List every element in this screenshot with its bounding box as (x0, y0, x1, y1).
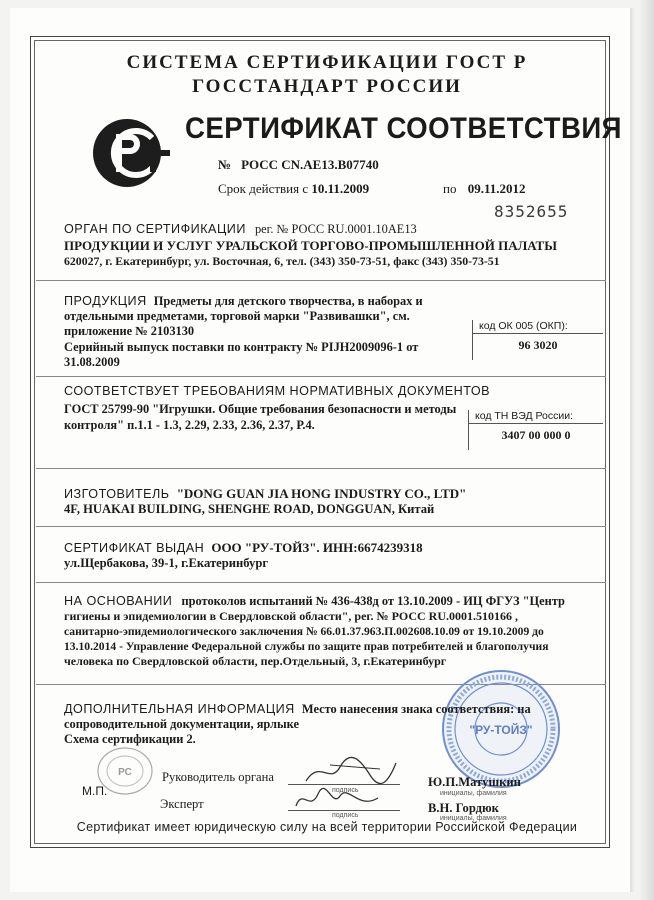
valid-from-label: Срок действия с (218, 181, 309, 196)
round-stamp-icon (440, 668, 562, 790)
divider (36, 376, 606, 377)
expert-label: Эксперт (160, 797, 204, 811)
manufacturer-caption: ИЗГОТОВИТЕЛЬ (64, 487, 170, 501)
divider (36, 526, 606, 527)
conformity-caption: СООТВЕТСТВУЕТ ТРЕБОВАНИЯМ НОРМАТИВНЫХ ДОКУМЕНТОВ (64, 384, 491, 398)
organ-caption: ОРГАН ПО СЕРТИФИКАЦИИ (64, 222, 246, 236)
basis-line-1: НА ОСНОВАНИИ протоколов испытаний № 436-438д от 13.10.2009 - ИЦ ФГУЗ "Центр (64, 594, 565, 608)
okp-code-value: 96 3020 (518, 338, 558, 352)
organ-section (64, 222, 417, 237)
product-line-5: 31.08.2009 (64, 355, 120, 369)
divider (36, 468, 606, 469)
validity-period (218, 181, 369, 197)
organ-reg: рег. № РОСС RU.0001.10АЕ13 (254, 222, 417, 236)
basis-line-2: гигиены и эпидемиологии в Свердловской области", рег. № РОСС RU.0001.510166 , (64, 609, 518, 623)
additional-line-3: Схема сертификации 2. (64, 732, 196, 746)
head-label: Руководитель органа (162, 770, 274, 784)
certificate-title: СЕРТИФИКАТ СООТВЕТСТВИЯ (185, 112, 622, 145)
issued-address: ул.Щербакова, 39-1, г.Екатеринбург (64, 556, 269, 570)
basis-line-5: человека по Свердловской области, пер.Отдельный, 3, г.Екатеринбург (64, 654, 447, 668)
product-line-4: Серийный выпуск поставки по контракту № PIJH2009096-1 от (64, 340, 419, 354)
tnved-code-label: код ТН ВЭД России: (469, 410, 603, 424)
rst-logo-icon (90, 116, 170, 190)
scan-edge (640, 0, 654, 900)
head-name-caption: инициалы, фамилия (440, 790, 507, 797)
number-value: РОСС CN.АЕ13.В07740 (241, 157, 379, 172)
issued-caption: СЕРТИФИКАТ ВЫДАН (64, 541, 205, 555)
tnved-code-box (468, 410, 603, 450)
expert-name: В.Н. Гордюк (428, 801, 499, 815)
tnved-code-value: 3407 00 000 0 (501, 428, 571, 442)
system-line-1: СИСТЕМА СЕРТИФИКАЦИИ ГОСТ Р (126, 52, 528, 73)
organ-address: 620027, г. Екатеринбург, ул. Восточная, 6, тел. (343) 350-73-51, факс (343) 350-73-51 (64, 254, 500, 268)
signature-icon (300, 755, 400, 789)
basis-line-3: санитарно-эпидемиологического заключения № 66.01.37.963.П.002608.10.09 от 19.10.2009 до (64, 625, 544, 638)
issued-line-1: СЕРТИФИКАТ ВЫДАН ООО "РУ-ТОЙЗ". ИНН:6674239318 (64, 540, 423, 555)
conformity-line-1: ГОСТ 25799-90 "Игрушки. Общие требования безопасности и методы (64, 402, 457, 416)
signature-icon (292, 786, 382, 814)
product-caption: ПРОДУКЦИЯ (64, 294, 147, 308)
number-label: № (218, 157, 232, 172)
product-line-1: ПРОДУКЦИЯ Предметы для детского творчества, в наборах и (64, 294, 423, 308)
system-line-2: ГОССТАНДАРТ РОССИИ (192, 76, 462, 97)
expert-name-caption: инициалы, фамилия (440, 815, 507, 822)
head-name: Ю.П.Матушкин (428, 775, 521, 789)
additional-line-1: ДОПОЛНИТЕЛЬНАЯ ИНФОРМАЦИЯ Место нанесения знака соответствия: на (64, 702, 531, 716)
okp-code-label: код ОК 005 (ОКП): (473, 320, 603, 334)
conformity-line-2: контроля" п.1.1 - 1.3, 2.29, 2.33, 2.36, 2.37, Р.4. (64, 418, 315, 432)
certificate-number (218, 157, 379, 173)
expert-sig-caption: подпись (332, 812, 359, 819)
divider (36, 280, 606, 281)
manufacturer-line-1: ИЗГОТОВИТЕЛЬ "DONG GUAN JIA HONG INDUSTRY CO., LTD" (64, 486, 467, 501)
svg-text:РС: РС (118, 767, 132, 778)
valid-from: 10.11.2009 (311, 181, 370, 196)
product-line-3: приложение № 2103130 (64, 324, 195, 338)
serial-number: 8352655 (494, 202, 569, 221)
validity-end (443, 181, 526, 197)
valid-to-label: по (443, 181, 457, 196)
divider (36, 582, 606, 583)
product-line-2: отдельными предметами, торговой марки "Развивашки", см. (64, 309, 410, 323)
mp-label: М.П. (82, 784, 108, 798)
basis-line-4: 13.10.2014 - Управление Федеральной службы по защите прав потребителей и благополучия (64, 640, 549, 653)
basis-caption: НА ОСНОВАНИИ (64, 594, 173, 608)
additional-caption: ДОПОЛНИТЕЛЬНАЯ ИНФОРМАЦИЯ (64, 702, 295, 716)
additional-line-2: сопроводительной документации, ярлыке (64, 717, 299, 731)
okp-code-box (472, 320, 603, 360)
stamp-text: "РУ-ТОЙЗ" (469, 723, 533, 737)
footer-note: Сертификат имеет юридическую силу на всей территории Российской Федерации (76, 820, 578, 834)
manufacturer-address: 4F, HUAKAI BUILDING, SHENGHE ROAD, DONGGUAN, Китай (64, 502, 435, 516)
organ-name: ПРОДУКЦИИ И УСЛУГ УРАЛЬСКОЙ ТОРГОВО-ПРОМЫШЛЕННОЙ ПАЛАТЫ (64, 238, 557, 253)
valid-to: 09.11.2012 (467, 181, 526, 196)
head-sig-caption: подпись (332, 787, 359, 794)
